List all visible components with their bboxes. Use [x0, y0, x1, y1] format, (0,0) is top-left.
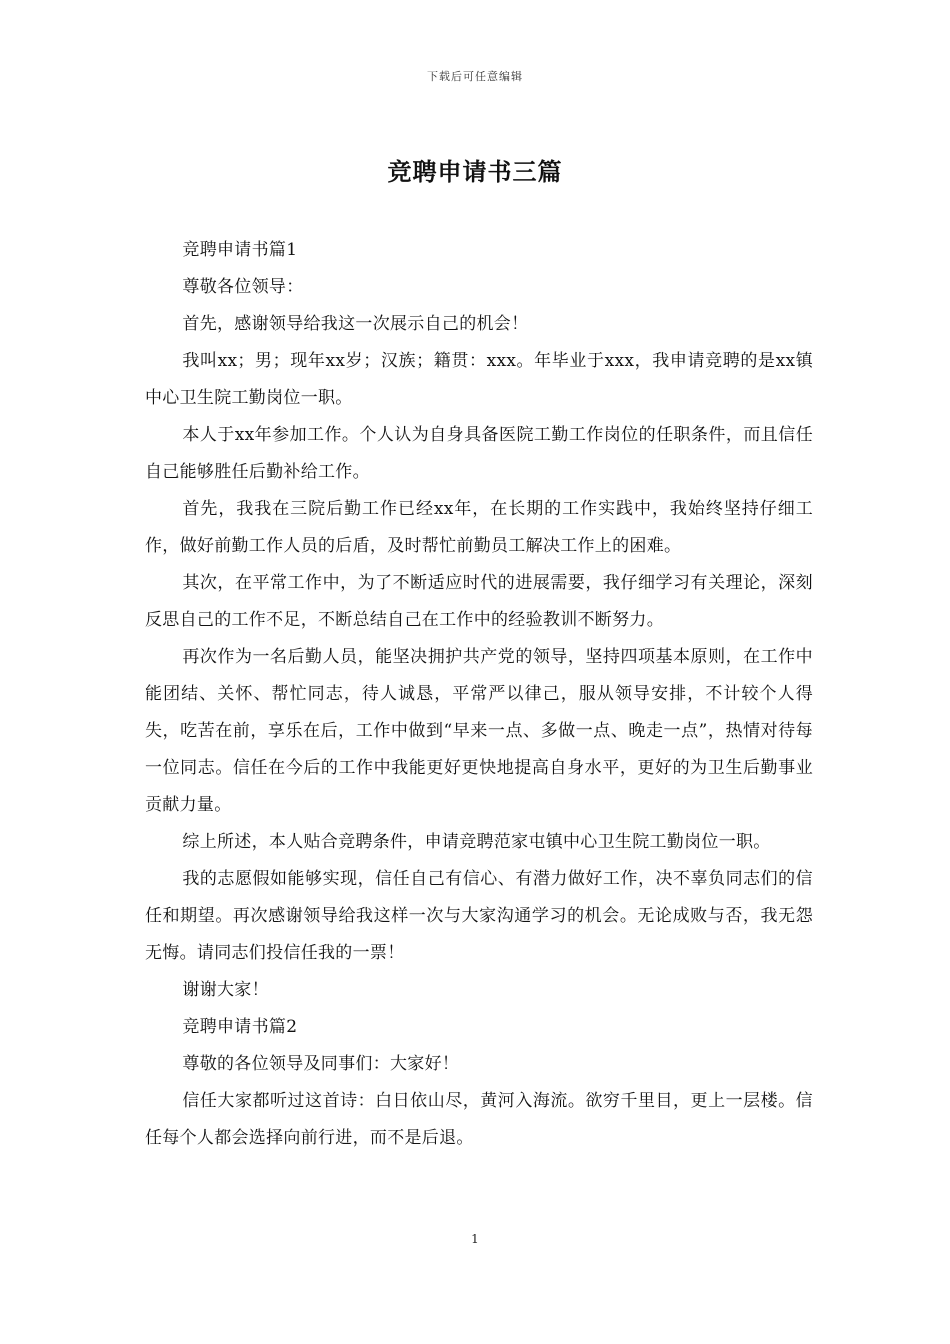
salutation: 尊敬的各位领导及同事们：大家好！ [182, 1054, 460, 1074]
paragraph: 我的志愿假如能够实现，信任自己有信心、有潜力做好工作，决不辜负同志们的信任和期望。再次感谢领导给我这样一次与大家沟通学习的机会。无论成败与否，我无怨无悔。请同志们投信任我的一票！ [145, 869, 813, 963]
document-title: 竞聘申请书三篇 [387, 157, 563, 186]
paragraph: 信任大家都听过这首诗：白日依山尽，黄河入海流。欲穷千里目，更上一层楼。信任每个人都会选择向前行进，而不是后退。 [145, 1091, 813, 1148]
paragraph: 本人于xx年参加工作。个人认为自身具备医院工勤工作岗位的任职条件，而且信任自己能够胜任后勤补给工作。 [145, 425, 813, 482]
paragraph: 首先，我我在三院后勤工作已经xx年，在长期的工作实践中，我始终坚持仔细工作，做好前勤工作人员的后盾，及时帮忙前勤员工解决工作上的困难。 [145, 499, 813, 556]
closing-thanks: 谢谢大家！ [182, 980, 269, 1000]
header-note: 下载后可任意编辑 [427, 70, 523, 83]
salutation: 尊敬各位领导： [182, 277, 304, 297]
paragraph: 再次作为一名后勤人员，能坚决拥护共产党的领导，坚持四项基本原则，在工作中能团结、关怀、帮忙同志，待人诚恳，平常严以律己，服从领导安排，不计较个人得失，吃苦在前，享乐在后，工作中做到“早来一点、多做一点、晚走一点”，热情对待每一位同志。信任在今后的工作中我能更好更快地提高自身水平，更好的为卫生后勤事业贡献力量。 [145, 647, 813, 815]
page-number: 1 [471, 1232, 479, 1246]
document-body [145, 232, 813, 1157]
paragraph: 我叫xx；男；现年xx岁；汉族；籍贯：xxx。年毕业于xxx，我申请竞聘的是xx镇中心卫生院工勤岗位一职。 [145, 351, 813, 408]
section-heading-1: 竞聘申请书篇1 [182, 240, 298, 260]
paragraph: 综上所述，本人贴合竞聘条件，申请竞聘范家屯镇中心卫生院工勤岗位一职。 [182, 832, 771, 852]
paragraph: 其次，在平常工作中，为了不断适应时代的进展需要，我仔细学习有关理论，深刻反思自己的工作不足，不断总结自己在工作中的经验教训不断努力。 [145, 573, 813, 630]
paragraph: 首先，感谢领导给我这一次展示自己的机会！ [182, 314, 529, 334]
section-heading-2: 竞聘申请书篇2 [182, 1017, 298, 1037]
